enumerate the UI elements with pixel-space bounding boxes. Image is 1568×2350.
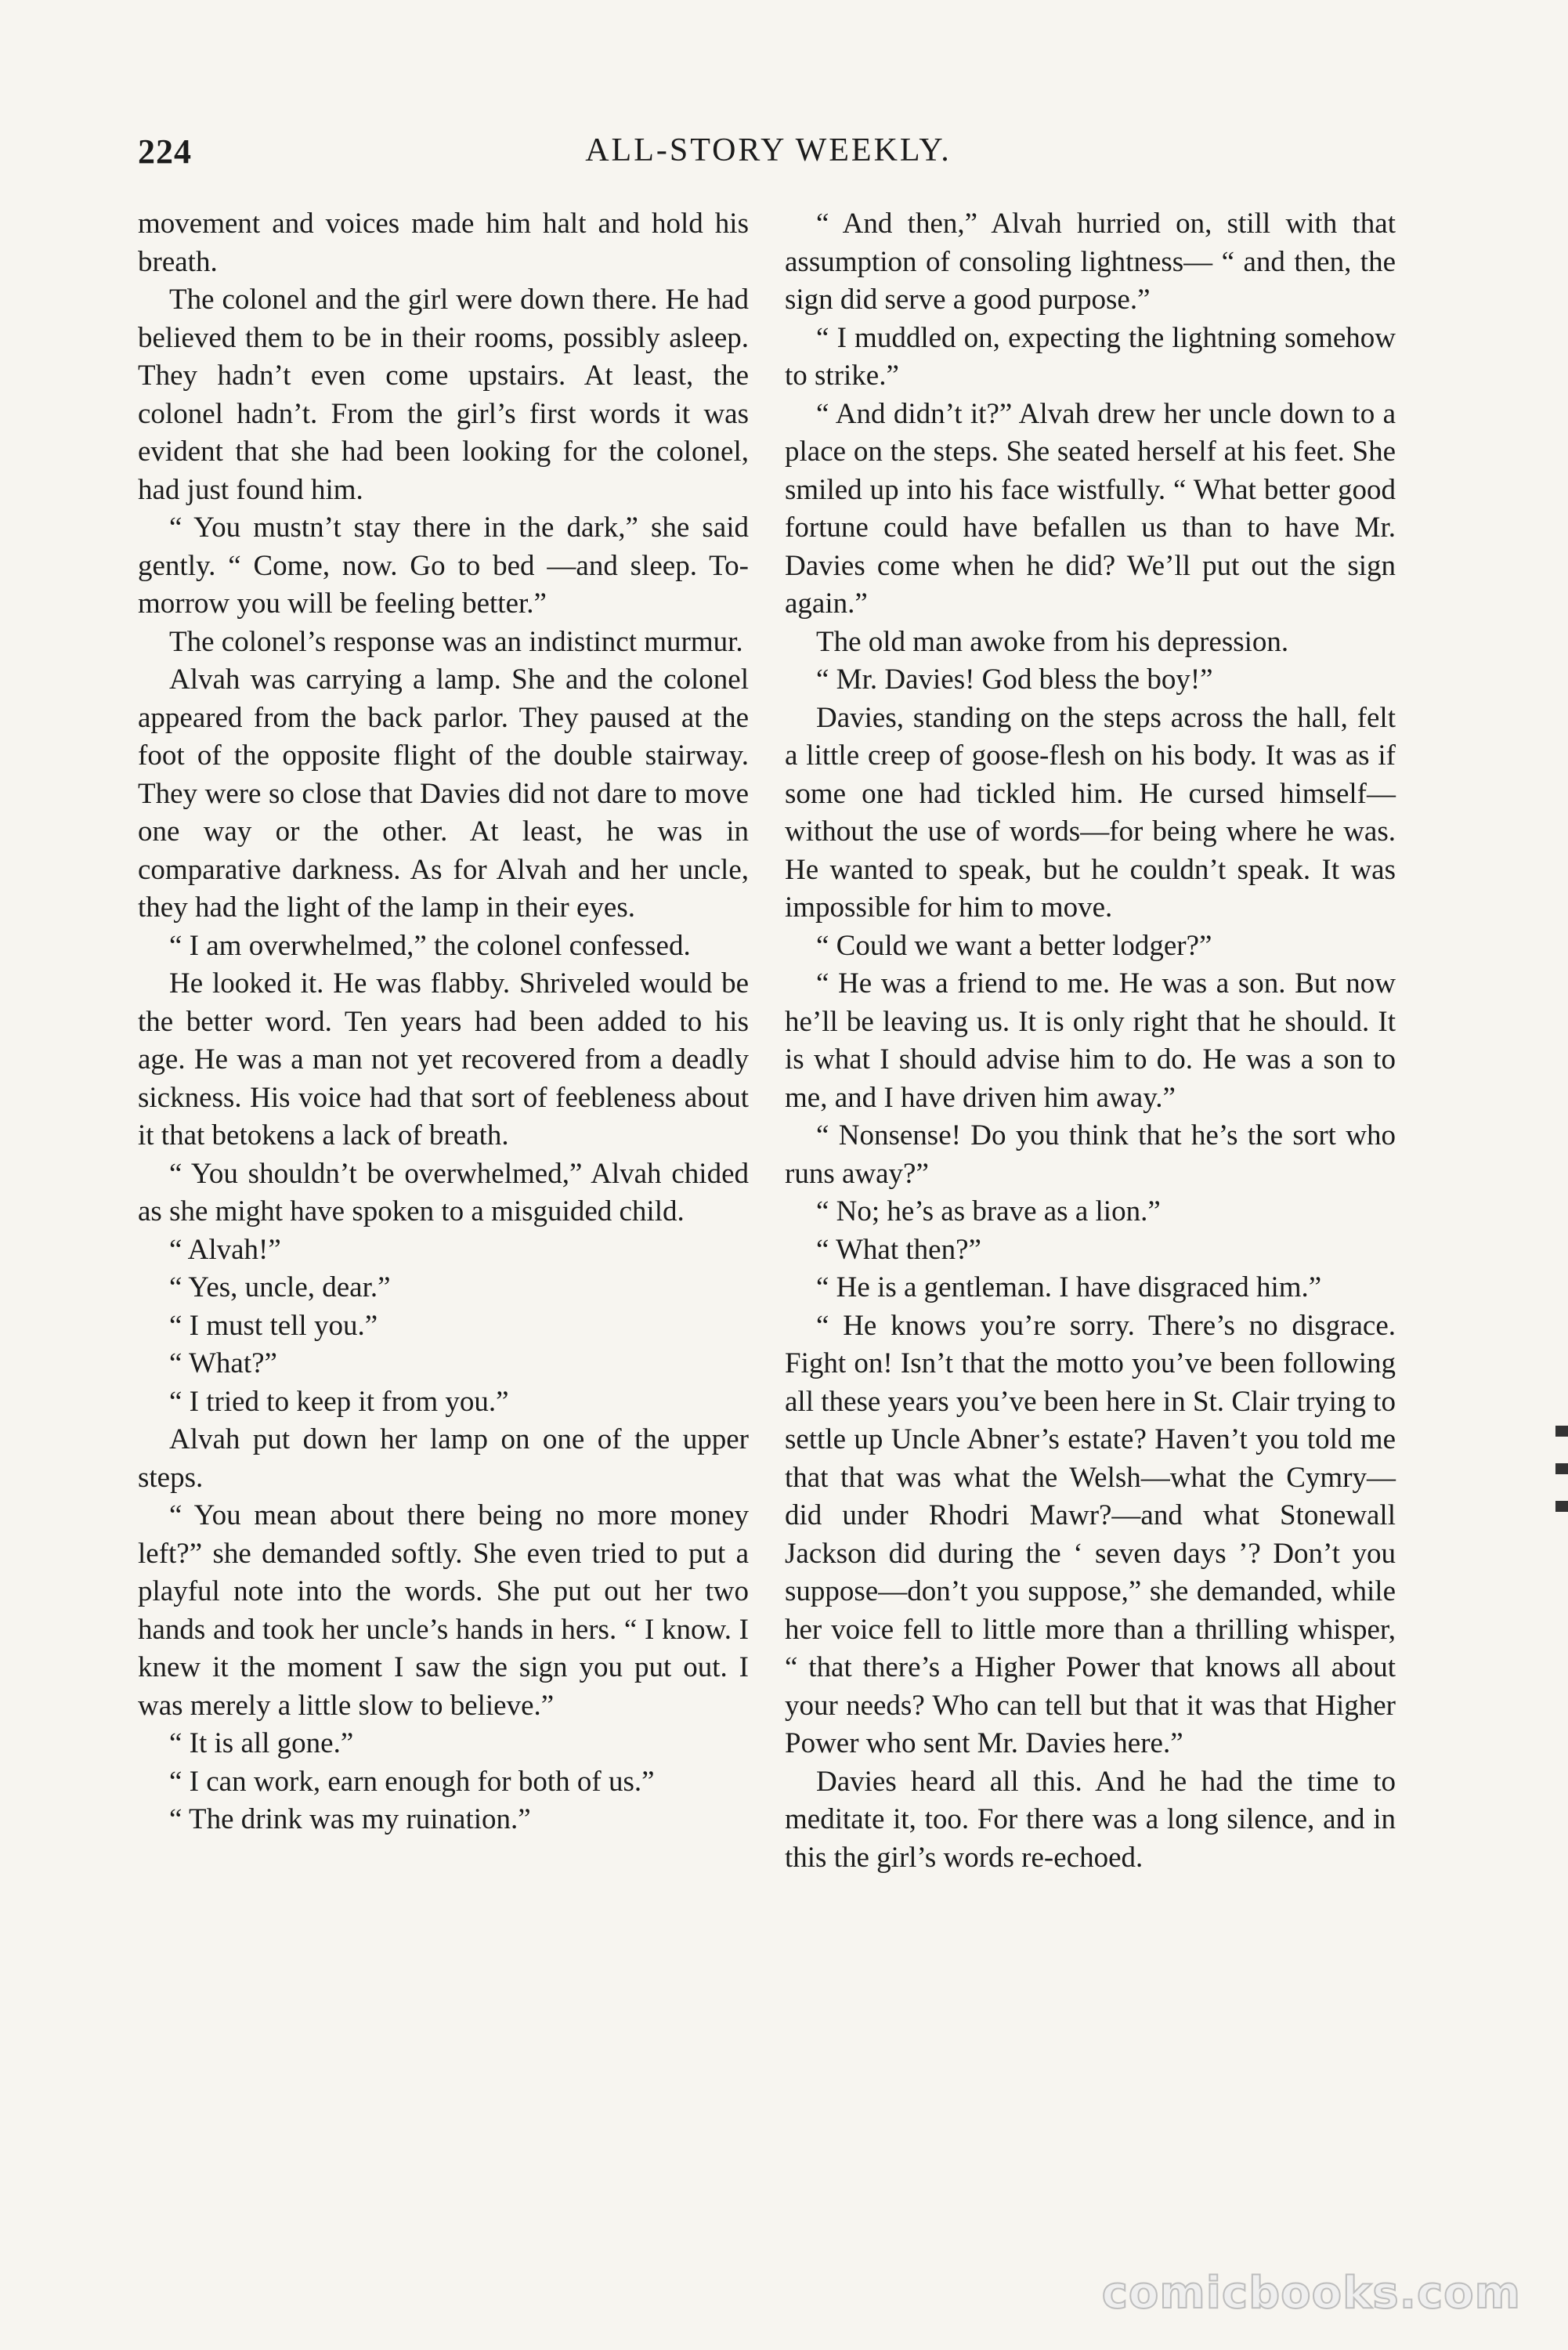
running-title: ALL-STORY WEEKLY. bbox=[585, 132, 952, 168]
paragraph: He looked it. He was flabby. Shriveled would be the better word. Ten years had been added to his age. He was a man not yet recovered from a deadly sickness. His voice had that sort of feebleness about it that betokens a lack of breath. bbox=[138, 967, 749, 1152]
paragraph: The colonel’s response was an indistinct murmur. bbox=[169, 625, 743, 658]
left-column bbox=[138, 205, 749, 1839]
paragraph: Davies, standing on the steps across the hall, felt a little creep of goose-flesh on his body. It was as if some one had tickled him. He cursed himself—without the use of words—for being where he was. He wanted to speak, but he couldn’t speak. It was impossible for him to move. bbox=[785, 701, 1396, 924]
right-column bbox=[785, 205, 1396, 1877]
paragraph: Davies heard all this. And he had the time to meditate it, too. For there was a long silence, and in this the girl’s words re-echoed. bbox=[785, 1765, 1396, 1874]
paragraph: “ And didn’t it?” Alvah drew her uncle down to a place on the steps. She seated herself at his feet. She smiled up into his face wistfully. “ What better good fortune could have befallen us than to have Mr. Davies come when he did? We’ll put out the sign again.” bbox=[785, 397, 1396, 620]
paragraph: “ He is a gentleman. I have disgraced him.” bbox=[816, 1271, 1322, 1303]
paragraph: The old man awoke from his depression. bbox=[816, 625, 1289, 658]
paragraph: “ And then,” Alvah hurried on, still with that assumption of consoling lightness— “ and then, the sign did serve a good purpose.” bbox=[785, 208, 1396, 316]
paragraph: “ He knows you’re sorry. There’s no disgrace. Fight on! Isn’t that the motto you’ve been following all these years you’ve been here in St. Clair trying to settle up Uncle Abner’s estate? Haven’t you told me that that was what the Welsh—what the Cymry—did under Rhodri Mawr?—and what Stonewall Jackson did during the ‘ seven days ’? Don’t you suppose—don’t you suppose,” she demanded, while her voice fell to little more than a thrilling whisper, “ that there’s a Higher Power that knows all about your needs? Who can tell but that it was that Higher Power who sent Mr. Davies here.” bbox=[785, 1309, 1396, 1759]
paragraph: “ I must tell you.” bbox=[169, 1309, 378, 1342]
edge-marks bbox=[1555, 1426, 1568, 1538]
edge-mark bbox=[1555, 1463, 1568, 1474]
paragraph: “ You shouldn’t be overwhelmed,” Alvah chided as she might have spoken to a misguided child. bbox=[138, 1157, 749, 1227]
paragraph: “ What?” bbox=[169, 1347, 277, 1379]
paragraph: “ I am overwhelmed,” the colonel confessed. bbox=[169, 929, 691, 962]
paragraph: “ Nonsense! Do you think that he’s the sort who runs away?” bbox=[785, 1119, 1396, 1190]
paragraph: Alvah put down her lamp on one of the upper steps. bbox=[138, 1423, 749, 1494]
paragraph: “ Yes, uncle, dear.” bbox=[169, 1271, 391, 1303]
paragraph: “ You mean about there being no more money left?” she demanded softly. She even tried to put a playful note into the words. She put out her two hands and took her uncle’s hands in hers. “ I know. I knew it the moment I saw the sign you put out. I was merely a little slow to believe.” bbox=[138, 1499, 749, 1722]
paragraph: “ He was a friend to me. He was a son. But now he’ll be leaving us. It is only right that he should. It is what I should advise him to do. He was a son to me, and I have driven him away.” bbox=[785, 967, 1396, 1114]
paragraph: “ Alvah!” bbox=[169, 1233, 281, 1266]
paragraph: “ I tried to keep it from you.” bbox=[169, 1385, 509, 1418]
paragraph: “ I can work, earn enough for both of us.” bbox=[169, 1765, 655, 1798]
paragraph: “ What then?” bbox=[816, 1233, 981, 1266]
paragraph: “ No; he’s as brave as a lion.” bbox=[816, 1195, 1161, 1227]
paragraph: Alvah was carrying a lamp. She and the colonel appeared from the back parlor. They paused at the foot of the opposite flight of the double stairway. They were so close that Davies did not dare to move one way or the other. At least, he was in comparative darkness. As for Alvah and her uncle, they had the light of the lamp in their eyes. bbox=[138, 663, 749, 924]
paragraph: movement and voices made him halt and hold his breath. bbox=[138, 208, 749, 278]
paragraph: “ You mustn’t stay there in the dark,” she said gently. “ Come, now. Go to bed —and sleep. To-morrow you will be feeling better.” bbox=[138, 512, 749, 620]
paragraph: “ Could we want a better lodger?” bbox=[816, 929, 1212, 962]
edge-mark bbox=[1555, 1501, 1568, 1512]
edge-mark bbox=[1555, 1426, 1568, 1437]
watermark: comicbooks.com bbox=[1101, 2268, 1521, 2319]
paragraph: The colonel and the girl were down there. He had believed them to be in their rooms, possibly asleep. They hadn’t even come upstairs. At least, the colonel hadn’t. From the girl’s first words it was evident that she had been looking for the colonel, had just found him. bbox=[138, 284, 749, 506]
paragraph: “ I muddled on, expecting the lightning somehow to strike.” bbox=[785, 321, 1396, 392]
paragraph: “ Mr. Davies! God bless the boy!” bbox=[816, 663, 1213, 696]
paragraph: “ It is all gone.” bbox=[169, 1727, 354, 1759]
paragraph: “ The drink was my ruination.” bbox=[169, 1803, 531, 1835]
page-number: 224 bbox=[138, 132, 192, 171]
page-header bbox=[138, 132, 1399, 179]
